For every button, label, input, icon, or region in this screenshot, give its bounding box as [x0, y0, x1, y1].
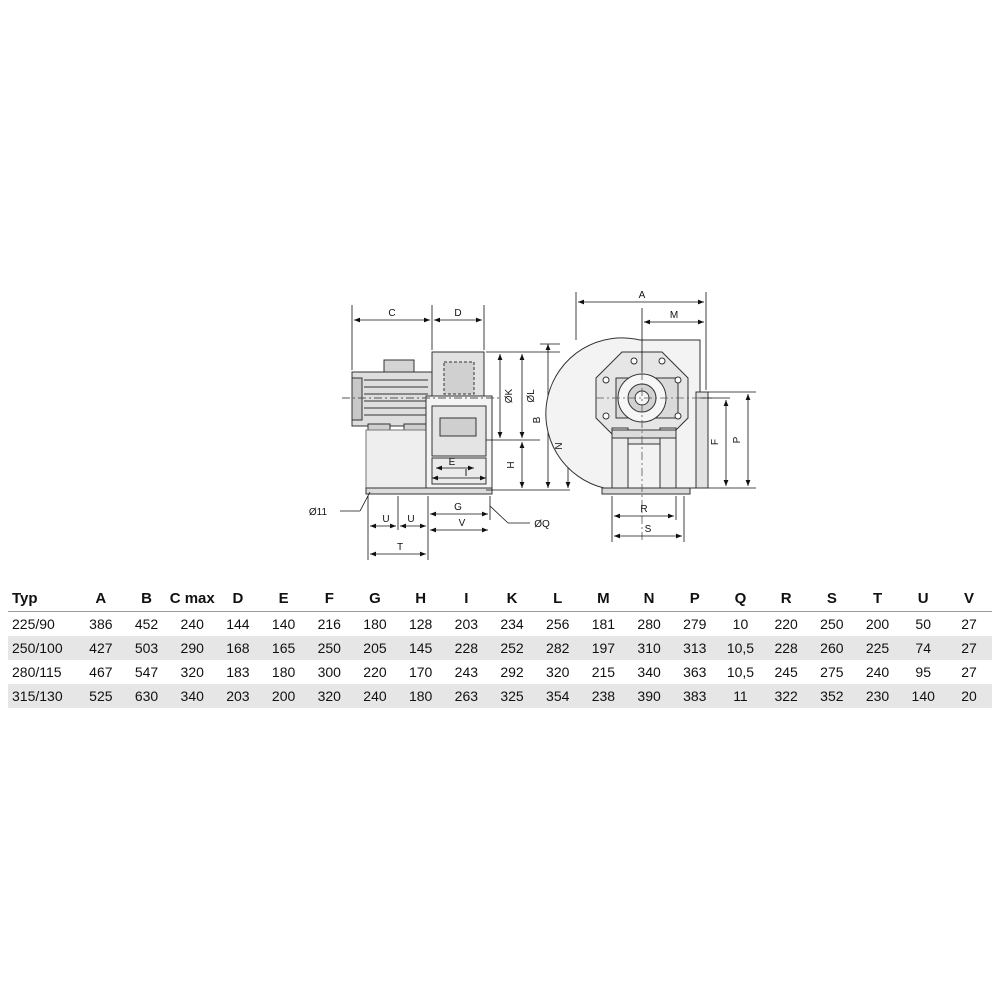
dim-label-i: I [464, 468, 468, 479]
column-header: Typ [8, 585, 78, 612]
dim-label-u-left: U [382, 514, 390, 525]
side-view [342, 352, 500, 494]
table-cell: 322 [763, 684, 809, 708]
column-header: N [626, 585, 672, 612]
table-cell: 252 [489, 636, 535, 660]
table-cell: 525 [78, 684, 124, 708]
table-cell: 183 [226, 664, 250, 680]
table-cell: 280/115 [12, 664, 62, 680]
column-header: B [124, 585, 170, 612]
table-row [8, 612, 992, 637]
table-cell: 27 [961, 664, 977, 680]
table-cell: 275 [820, 664, 844, 680]
table-cell: 282 [535, 636, 581, 660]
table-cell: 220 [774, 616, 798, 632]
table-cell: 11 [718, 684, 764, 708]
table-cell: 140 [271, 616, 296, 632]
table-cell: 250 [306, 636, 352, 660]
table-cell: 383 [672, 684, 718, 708]
table-cell: 256 [546, 616, 570, 632]
dim-label-s: S [644, 524, 652, 535]
column-header: V [946, 585, 992, 612]
table-cell: 320 [180, 664, 204, 680]
dim-label-k: ØK [504, 388, 515, 404]
dim-label-v: V [458, 518, 466, 529]
table-cell: 220 [363, 664, 387, 680]
table-cell: 95 [915, 664, 931, 680]
table-cell: 225/90 [12, 616, 55, 632]
table-cell: 363 [683, 664, 707, 680]
dimensions-table-header [8, 585, 992, 612]
column-header: P [672, 585, 718, 612]
table-cell: 10 [732, 616, 749, 632]
table-cell: 260 [809, 636, 855, 660]
table-cell: 263 [444, 684, 490, 708]
table-cell: 27 [946, 636, 992, 660]
dim-label-hole: Ø11 [308, 507, 328, 518]
table-cell: 292 [500, 664, 524, 680]
table-cell: 74 [900, 636, 946, 660]
table-cell: 243 [454, 664, 479, 680]
table-cell: 320 [546, 664, 570, 680]
front-view [546, 338, 708, 494]
outlet-flange [696, 392, 708, 488]
column-header: Q [718, 585, 764, 612]
table-cell: 203 [215, 684, 261, 708]
base-plate [366, 488, 492, 494]
column-header: M [581, 585, 627, 612]
table-cell: 10,5 [718, 636, 764, 660]
table-cell: 325 [489, 684, 535, 708]
dim-label-g: G [454, 502, 462, 513]
dim-label-p: P [732, 436, 743, 444]
dim-label-r: R [640, 504, 648, 515]
dim-label-b: B [532, 416, 543, 424]
table-cell: 27 [961, 616, 977, 632]
dim-label-e: E [448, 457, 456, 468]
column-header: E [261, 585, 307, 612]
table-cell: 320 [306, 684, 352, 708]
table-row [8, 660, 992, 684]
table-cell: 180 [363, 616, 387, 632]
table-cell: 630 [124, 684, 170, 708]
dim-label-c: C [388, 308, 396, 319]
table-cell: 234 [500, 616, 524, 632]
table-cell: 340 [169, 684, 215, 708]
column-header: T [855, 585, 901, 612]
table-cell: 50 [915, 616, 931, 632]
table-cell: 240 [352, 684, 398, 708]
dim-label-q: ØQ [534, 519, 550, 530]
table-cell: 313 [672, 636, 718, 660]
table-cell: 386 [89, 616, 113, 632]
table-cell: 427 [78, 636, 124, 660]
table-cell: 128 [408, 616, 433, 632]
column-header: U [900, 585, 946, 612]
table-cell: 170 [408, 664, 433, 680]
table-cell: 200 [261, 684, 307, 708]
column-header: D [215, 585, 261, 612]
table-cell: 279 [683, 616, 707, 632]
table-cell: 10,5 [726, 664, 755, 680]
table-cell: 228 [444, 636, 490, 660]
table-cell: 230 [855, 684, 901, 708]
table-cell: 225 [855, 636, 901, 660]
dim-label-m: M [669, 310, 679, 321]
table-cell: 145 [398, 636, 444, 660]
table-cell: 203 [454, 616, 479, 632]
table-cell: 340 [637, 664, 661, 680]
table-row [8, 684, 992, 708]
dimensions-table-body [8, 612, 992, 709]
column-header: F [306, 585, 352, 612]
table-cell: 547 [134, 664, 159, 680]
table-cell: 165 [261, 636, 307, 660]
table-row [8, 636, 992, 660]
column-header: S [809, 585, 855, 612]
table-cell: 240 [180, 616, 204, 632]
table-cell: 228 [763, 636, 809, 660]
dim-label-d: D [454, 308, 462, 319]
terminal-box [384, 360, 414, 372]
table-cell: 310 [626, 636, 672, 660]
table-cell: 168 [215, 636, 261, 660]
table-cell: 197 [581, 636, 627, 660]
column-header: A [78, 585, 124, 612]
table-cell: 140 [900, 684, 946, 708]
table-cell: 300 [317, 664, 341, 680]
table-cell: 181 [591, 616, 616, 632]
table-cell: 200 [865, 616, 890, 632]
column-header: R [763, 585, 809, 612]
dim-label-h: H [506, 461, 517, 469]
table-cell: 467 [89, 664, 113, 680]
table-cell: 205 [352, 636, 398, 660]
table-cell: 354 [535, 684, 581, 708]
table-cell: 250/100 [8, 636, 78, 660]
column-header: G [352, 585, 398, 612]
table-cell: 250 [820, 616, 844, 632]
header-row [8, 585, 992, 612]
table-cell: 352 [809, 684, 855, 708]
dimensions-table [8, 585, 992, 708]
column-header: K [489, 585, 535, 612]
table-cell: 280 [637, 616, 661, 632]
table-cell: 238 [581, 684, 627, 708]
dim-label-t: T [396, 542, 404, 553]
dim-label-a: A [638, 290, 646, 301]
column-header: L [535, 585, 581, 612]
dim-label-l: ØL [526, 389, 537, 403]
table-cell: 144 [226, 616, 250, 632]
dim-label-f: F [710, 438, 721, 446]
table-cell: 390 [626, 684, 672, 708]
dim-label-u-right: U [407, 514, 415, 525]
table-cell: 240 [865, 664, 890, 680]
table-cell: 20 [946, 684, 992, 708]
column-header: I [444, 585, 490, 612]
table-cell: 503 [124, 636, 170, 660]
front-base-plate [602, 488, 690, 494]
dim-label-n: N [554, 442, 565, 450]
table-cell: 180 [398, 684, 444, 708]
table-cell: 452 [134, 616, 159, 632]
column-header: C max [169, 585, 215, 612]
column-header: H [398, 585, 444, 612]
table-cell: 290 [169, 636, 215, 660]
table-cell: 180 [271, 664, 296, 680]
table-cell: 215 [591, 664, 616, 680]
table-cell: 315/130 [8, 684, 78, 708]
table-cell: 245 [774, 664, 798, 680]
table-cell: 216 [317, 616, 341, 632]
